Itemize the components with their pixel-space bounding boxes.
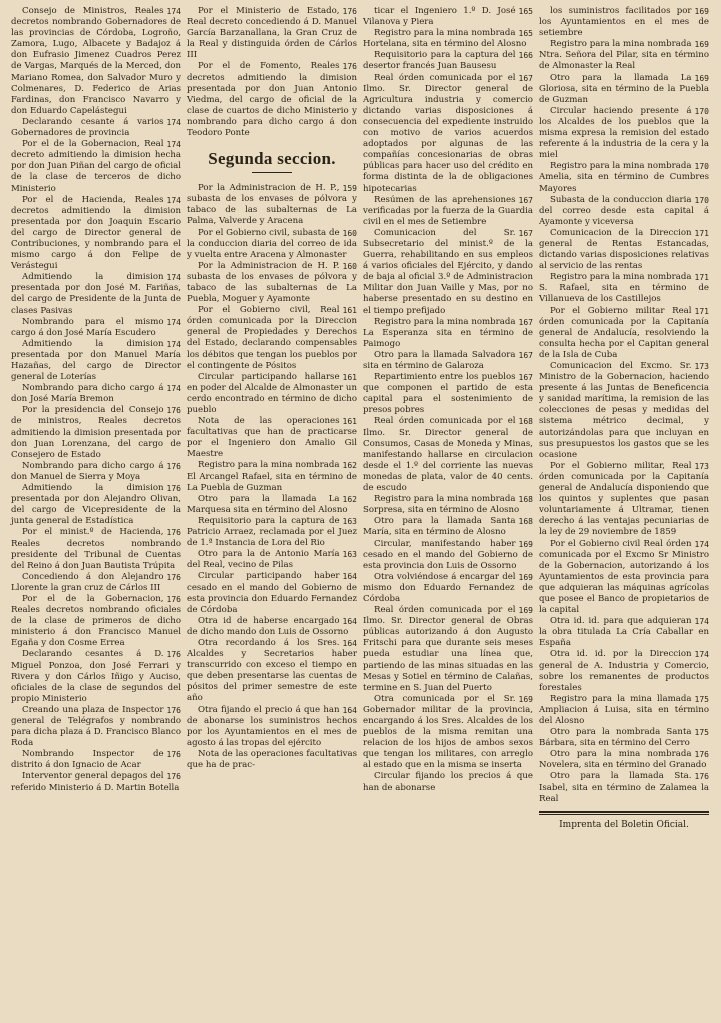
page-number: 161 <box>342 372 357 382</box>
entry-text: Registro para la mina nombrada El Arcangel Rafael, sita en término de La Puebla de Guzman <box>187 460 357 493</box>
index-entry <box>363 195 533 228</box>
entry-text: Por el de la Gobernacion, Real decreto admitiendo la dimision hecha por don Juan Piñan del cargo de oficial de la clase de terceros de dicho Ministerio <box>11 139 181 194</box>
index-entry <box>363 416 533 494</box>
entry-text: Real órden comunicada por el Ilmo. Sr. Director general de Agricultura industria y comercio dictando varias disposiciones á consecuencia del expediente instruido con motivo de varios acuerdos adoptados por algunas de las compañías concesionarias de obras públicas para hacer uso del crédito en forma distinta de la de obligaciones hipotecarias <box>363 72 533 194</box>
page-number: 168 <box>518 517 533 527</box>
page-number: 164 <box>342 638 357 648</box>
entry-text: Registro para la mina nombrada La Esperanza sita en término de Paimogo <box>363 316 533 349</box>
entry-text: Circular, manifestando haber cesado en el mando del Gobierno de esta provincia don Luis de Ossorno <box>363 538 533 571</box>
entry-text: Registro para la mina nombrada Sorpresa, sita en término de Alosno <box>363 494 520 516</box>
entry-text: Otro para la de Antonio María del Real, vecino de Pilas <box>187 549 340 571</box>
footer-rule <box>539 811 709 813</box>
index-entry <box>363 771 533 793</box>
entry-text: Por la Administracion de H. P., subasta de los envases de pólvora y tabaco de las subalternas de La Palma, Valverde y Aracena <box>187 183 357 227</box>
page-number: 168 <box>518 495 533 505</box>
entry-text: Por el Gobierno militar, Real órden comunicada por la Capitanía general de Andalucía disponiendo que los quintos y suplentes que pasan voluntariamente á Ultramar, tienen derecho á las ventajas pecuniarias de la ley de 29 noviembre de 1859 <box>539 460 709 538</box>
entry-text: Nombrando para dicho cargo á don Manuel de Sierra y Moya <box>11 460 164 482</box>
page-number: 176 <box>166 461 181 471</box>
entry-text: Registro para la mina nombrada Ntra. Señora del Pilar, sita en término de Almonaster la Real <box>539 39 709 72</box>
page-number: 169 <box>518 606 533 616</box>
page-number: 176 <box>166 528 181 538</box>
index-entry <box>539 361 709 461</box>
index-entry <box>11 649 181 704</box>
entry-text: Admitiendo la dimision presentada por don Manuel María Hazañas, del cargo de Director general de Loterías <box>11 338 181 383</box>
entry-text: Nota de las operaciones facultativas que han de practicarse por el Ingeniero don Amalio Gil Maestre <box>187 416 357 460</box>
entry-text: Registro para la mina nombrada Hortelana, sita en término del Alosno <box>363 28 527 50</box>
index-entry <box>363 694 533 772</box>
entry-text: Resúmen de las aprehensiones verificadas por la fuerza de la Guardia civil en el mes de Setiembre <box>363 194 533 227</box>
entry-text: Nota de las operaciones facultativas que ha de prac- <box>187 748 357 770</box>
entry-text: Declarando cesantes á D. Miguel Ponzoa, don José Ferrari y Rivera y don Cárlos Iñigo y Auciso, oficiales de la clase de segundos del propio Ministerio <box>11 649 181 704</box>
page-number: 161 <box>342 306 357 316</box>
index-column-1 <box>8 6 184 1014</box>
page-number: 168 <box>518 417 533 427</box>
entry-text: Por el Gobierno civil Real órden comunicada por el Excmo Sr Ministro de la Gobernacion, autorizando á los Ayuntamientos de esta provincia para que adquieran las máquinas agrícolas que posee el Banco de propietarios de la capital <box>539 538 709 616</box>
page-number: 176 <box>342 7 357 16</box>
page-number: 176 <box>694 772 709 782</box>
page-number: 174 <box>166 273 181 283</box>
index-entry <box>11 483 181 527</box>
index-entry <box>363 73 533 195</box>
page-number: 169 <box>694 40 709 50</box>
entry-text: Por el de la Gobernacion, Reales decretos nombrando oficiales de la clase de primeros de dicho ministerio á don Francisco Manuel Egaña y don Cosme Errea <box>11 593 181 649</box>
page-number: 163 <box>342 550 357 560</box>
entry-text: Otro para la nombrada Santa Bárbara, sita en término del Cerro <box>539 727 692 749</box>
page-number: 161 <box>342 417 357 427</box>
entry-text: Otro para la llamada Sta. Isabel, sita en término de Zalamea la Real <box>539 771 709 804</box>
index-entry <box>187 6 357 61</box>
page-number: 171 <box>694 228 709 238</box>
page-number: 170 <box>694 106 709 116</box>
entry-text: Otra id. id. para que adquieran la obra titulada La Cría Caballar en España <box>539 616 709 649</box>
page-number: 167 <box>518 317 533 327</box>
page-number: 165 <box>518 7 533 16</box>
entry-text: Subasta de la conduccion diaria del correo desde esta capital á Ayamonte y viceversa <box>539 194 709 227</box>
index-entry <box>11 139 181 194</box>
entry-text: Registro para la mina nombrada S. Rafael, sita en término de Villanueva de los Castillejos <box>539 272 709 305</box>
page-number: 176 <box>342 62 357 72</box>
entry-text: Otro para la mina nombrada Novelera, sita en término del Granado <box>539 749 707 771</box>
index-entry <box>11 195 181 273</box>
index-entry <box>11 572 181 594</box>
index-entry <box>11 771 181 793</box>
page-number: 176 <box>166 705 181 715</box>
page-number: 174 <box>166 7 181 16</box>
index-entry <box>363 372 533 416</box>
entry-text: Requisitorio para la captura del desertor francés Juan Bausesu <box>363 50 516 72</box>
page-number: 169 <box>694 7 709 16</box>
index-entry <box>11 317 181 339</box>
page-number: 174 <box>694 617 709 627</box>
index-entry <box>363 228 533 317</box>
index-entry <box>363 539 533 572</box>
entry-text: Otro para la llamada La Marquesa sita en término del Alosno <box>187 493 348 515</box>
imprint-line: Imprenta del Boletin Oficial. <box>559 819 689 830</box>
entry-text: ticar el Ingeniero 1.º D. José Vilanova y Piera <box>363 6 516 28</box>
index-entry <box>187 228 357 261</box>
entry-text: Requisitorio para la captura de Patricio Arraez, reclamada por el Juez de 1.ª Instancia de Lora del Rio <box>187 515 357 549</box>
index-entry <box>539 649 709 693</box>
index-column-3 <box>360 6 536 1014</box>
entry-text: Por el de Fomento, Reales decretos admitiendo la dimision presentada por don Juan Antonio Viedma, del cargo de oficial de la clase de cuartos de dicho Ministerio y nombrando para dicho cargo á don Teodoro Ponte <box>187 61 357 139</box>
page-number: 175 <box>694 694 709 704</box>
page-number: 176 <box>166 572 181 582</box>
entry-text: Registro para la mina nombrada Amelia, sita en término de Cumbres Mayores <box>539 161 709 194</box>
entry-text: Otro para la llamada Salvadora sita en término de Galaroza <box>363 349 516 371</box>
entry-text: Por la presidencia del Consejo de ministros, Reales decretos admitiendo la dimision presentada por don Juan Lorenzana, del cargo de Consejero de Estado <box>11 405 181 460</box>
entry-text: Concediendo á don Alejandro Llorente la gran cruz de Cárlos III <box>11 571 164 593</box>
index-entry <box>539 616 709 649</box>
entry-text: Comunicacion del Sr. Subsecretario del minist.º de la Guerra, rehabilitando en sus empleos á varios oficiales del Ejército, y dando de baja al oficial 3.º de Administracion Militar don Juan Vaille y Mas, por no haberse presentado en su destino en el tiempo prefijado <box>363 227 533 316</box>
entry-text: Otro para la llamada Santa María, sita en término de Alosno <box>363 516 516 538</box>
page-number: 159 <box>342 184 357 194</box>
page-number: 169 <box>694 73 709 83</box>
index-entry <box>187 571 357 615</box>
page-number: 176 <box>694 750 709 760</box>
entry-text: Otra recordando á los Sres. Alcaldes y Secretarios haber transcurrido con exceso el tiempo en que deben presentarse las cuentas de pósitos del primer semestre de este año <box>187 637 357 704</box>
entry-text: Nombrando para el mismo cargo á don José María Escudero <box>11 316 164 338</box>
index-entry <box>187 616 357 638</box>
page-number: 174 <box>694 650 709 660</box>
entry-text: Por el Gobierno civil, subasta de la conduccion diaria del correo de ida y vuelta entre Aracena y Almonaster <box>187 227 357 260</box>
page-number: 167 <box>518 373 533 383</box>
page-number: 176 <box>166 406 181 416</box>
index-entry <box>363 50 533 72</box>
index-entry <box>363 572 533 605</box>
entry-text: Registro para la mina llamada Ampliacion á Luisa, sita en término del Alosno <box>539 693 709 726</box>
index-entry <box>11 339 181 383</box>
page-number: 174 <box>694 539 709 549</box>
index-entry <box>187 638 357 705</box>
page-number: 165 <box>518 29 533 39</box>
entry-text: Circular participando hallarse en poder del Alcalde de Almonaster un cerdo encontrado en término de dicho pueblo <box>187 371 357 415</box>
index-columns <box>8 6 713 1014</box>
page-number: 174 <box>166 384 181 394</box>
index-entry <box>187 549 357 571</box>
page-number: 162 <box>342 494 357 504</box>
index-entry <box>539 749 709 771</box>
page-number: 174 <box>166 140 181 150</box>
index-entry <box>363 494 533 516</box>
index-entry <box>187 749 357 771</box>
entry-text: Otra id de haberse encargado de dicho mando don Luis de Ossorno <box>187 615 349 637</box>
page-number: 176 <box>166 772 181 782</box>
entry-text: Por el minist.º de Hacienda, Reales decretos nombrando presidente del Tribunal de Cuentas del Reino á don Juan Bautista Trúpita <box>11 527 181 571</box>
page-number: 167 <box>518 228 533 238</box>
index-entry <box>187 460 357 493</box>
entry-text: Otra volviéndose á encargar del mismo don Eduardo Fernandez de Córdoba <box>363 571 533 604</box>
index-entry <box>539 272 709 305</box>
page-number: 164 <box>342 572 357 582</box>
entry-text: Repartimiento entre los pueblos que componen el partido de esta capital para el sostenimiento de presos pobres <box>363 372 533 416</box>
index-entry <box>539 6 709 39</box>
section-title: Segunda seccion. <box>208 149 336 169</box>
index-entry <box>187 261 357 305</box>
entry-text: Por el de Hacienda, Reales decretos admitiendo la dimision presentada por don Joaquin Escario del cargo de Director general de Contribuciones, y nombrando para el mismo cargo á don Felipe de Verástegui <box>11 194 181 272</box>
index-entry <box>11 383 181 405</box>
index-entry <box>187 516 357 549</box>
entry-text: Nombrando Inspector de distrito á don Ignacio de Acar <box>11 749 164 771</box>
page-number: 170 <box>694 195 709 205</box>
page-number: 173 <box>694 362 709 371</box>
entry-text: Creando una plaza de Inspector general de Telégrafos y nombrando para dicha plaza á D. Francisco Blanco Roda <box>11 704 181 749</box>
entry-text: Otra comunicada por el Sr. Gobernador militar de la provincia, encargando á los Sres. Alcaldes de los pueblos de la misma remitan una relacion de los hijos de ambos sexos que tengan los militares, con arreglo al estado que en la misma se inserta <box>363 693 533 771</box>
page-number: 163 <box>342 516 357 526</box>
entry-text: Comunicacion de la Direccion general de Rentas Estancadas, dictando varias disposiciones relativas al servicio de las rentas <box>539 227 709 272</box>
index-entry <box>363 605 533 694</box>
index-entry <box>187 705 357 749</box>
index-entry <box>539 694 709 727</box>
index-entry <box>539 39 709 72</box>
section-rule <box>252 172 292 173</box>
page-number: 174 <box>166 195 181 205</box>
index-entry <box>11 461 181 483</box>
index-entry <box>539 727 709 749</box>
page-number: 174 <box>166 117 181 127</box>
entry-text: Consejo de Ministros, Reales decretos nombrando Gobernadores de las provincias de Córdoba, Logroño, Zamora, Lugo, Albacete y Badajoz á don Eufrasio Jimenez Cuadros Perez de Vargas, Marqués de la Merced, don Mariano Romea, don Salvador Muro y Colmenares, D. Federico de Arias Fardinas, don Francisco Navarro y don Eduardo Capelástegui <box>11 6 181 116</box>
index-entry <box>11 117 181 139</box>
page-number: 164 <box>342 616 357 626</box>
page-number: 160 <box>342 261 357 271</box>
index-entry <box>539 228 709 272</box>
page-number: 160 <box>342 228 357 238</box>
entry-text: Real órden comunicada por el Ilmo. Sr. Director general de Consumos, Casas de Moneda y Minas, manifestando hallarse en circulacion desde el 1.º del corriente las nuevas monedas de plata, valor de 40 cents. de escudo <box>363 416 533 494</box>
page-number: 170 <box>694 162 709 172</box>
index-entry <box>363 516 533 538</box>
entry-text: Por el Gobierno civil, Real órden comunicada por la Direccion general de Propiedades y Derechos del Estado, declarando compensables los débitos que tengan los pueblos por el contingente de Pósitos <box>187 305 357 371</box>
entry-text: Otro para la llamada La Gloriosa, sita en término de la Puebla de Guzman <box>539 72 709 105</box>
index-entry <box>187 494 357 516</box>
index-entry <box>363 317 533 350</box>
page-number: 164 <box>342 705 357 715</box>
index-entry <box>11 6 181 117</box>
page-number: 167 <box>518 73 533 83</box>
index-entry <box>11 749 181 771</box>
index-entry <box>539 106 709 161</box>
page-number: 169 <box>518 694 533 704</box>
page-number: 174 <box>166 317 181 327</box>
page-number: 167 <box>518 350 533 360</box>
index-entry <box>539 161 709 194</box>
index-entry <box>363 28 533 50</box>
page-number: 171 <box>694 273 709 283</box>
entry-text: Nombrando para dicho cargo á don José María Bremon <box>11 383 164 405</box>
index-entry <box>187 305 357 372</box>
page-number: 176 <box>166 594 181 604</box>
index-entry <box>187 372 357 416</box>
entry-text: Otra id. id. por la Direccion general de A. Industria y Comercio, sobre los remanentes de productos forestales <box>539 649 709 693</box>
page-number: 171 <box>694 306 709 316</box>
index-entry <box>539 306 709 361</box>
entry-text: Admitiendo la dimision presentada por don José M. Fariñas, del cargo de Presidente de la Junta de clases Pasivas <box>11 272 181 316</box>
index-entry <box>363 6 533 28</box>
entry-text: Otra fijando el precio á que han de abonarse los suministros hechos por los Ayuntamientos en el mes de agosto á las tropas del ejército <box>187 704 357 748</box>
entry-text: Por la Administracion de H. P. subasta de los envases de pólvora y tabaco de las subalternas de La Puebla, Moguer y Ayamonte <box>187 260 357 305</box>
index-entry <box>363 350 533 372</box>
index-entry <box>11 405 181 460</box>
index-entry <box>187 416 357 460</box>
entry-text: Admitiendo la dimision presentada por don Alejandro Olivan, del cargo de Vicepresidente de la junta general de Estadística <box>11 483 181 527</box>
index-entry <box>187 183 357 227</box>
index-entry <box>187 61 357 139</box>
page-number: 176 <box>166 650 181 660</box>
entry-text: Declarando cesante á varios Gobernadores de provincia <box>11 116 164 139</box>
page-number: 167 <box>518 195 533 205</box>
index-column-4 <box>536 6 712 1014</box>
index-column-2 <box>184 6 360 1014</box>
page-number: 176 <box>166 750 181 760</box>
index-entry <box>11 705 181 749</box>
page-number: 166 <box>518 51 533 61</box>
page-number: 174 <box>166 339 181 349</box>
index-entry <box>11 527 181 571</box>
page-number: 169 <box>518 539 533 549</box>
index-entry <box>539 461 709 539</box>
footer-rule-thin <box>539 814 709 815</box>
entry-text: Circular fijando los precios á que han de abonarse <box>363 771 533 793</box>
entry-text: Interventor general depagos del referido Ministerio á D. Martin Botella <box>11 771 180 793</box>
entry-text: Por el Gobierno militar Real órden comunicada por la Capitanía general de Andalucía, resolviendo la consulta hecha por el Capitan general de la Isla de Cuba <box>539 305 709 360</box>
index-entry <box>539 195 709 228</box>
entry-text: Circular haciendo presente á los Alcaldes de los pueblos que la misma expresa la remision del estado referente á la industria de la cera y la miel <box>539 105 709 161</box>
index-entry <box>539 539 709 617</box>
entry-text: Por el Ministerio de Estado, Real decreto concediendo á D. Manuel García Barzanallana, la Gran Cruz de la Real y distinguida órden de Cárlos III <box>187 6 357 61</box>
entry-text: Comunicacion del Excmo. Sr. Ministro de la Gobernacion, haciendo presente á las Juntas de Beneficencia y sanidad marítima, la remision de las colecciones de pesas y medidas del sistema métrico decimal, y autorizándolas para que incluyan en sus presupuestos los gastos que se les ocasione <box>539 361 709 460</box>
page-number: 176 <box>166 484 181 494</box>
entry-text: Real órden comunicada por el Ilmo. Sr. Director general de Obras públicas autorizando á don Augusto Fritschi para que durante seis meses pueda estudiar una línea que, partiendo de las minas situadas en las Mesas y Sotiel en término de Calañas, termine en S. Juan del Puerto <box>363 605 533 693</box>
page-number: 173 <box>694 461 709 471</box>
entry-text: los suministros facilitados por los Ayuntamientos en el mes de setiembre <box>539 6 709 39</box>
entry-text: Circular participando haber cesado en el mando del Gobierno de esta provincia don Eduardo Fernandez de Córdoba <box>187 571 357 615</box>
index-entry <box>539 73 709 106</box>
index-entry <box>539 771 709 804</box>
index-entry <box>11 594 181 649</box>
index-entry <box>11 272 181 316</box>
page-number: 162 <box>342 461 357 471</box>
page-number: 169 <box>518 572 533 582</box>
page-number: 175 <box>694 728 709 738</box>
